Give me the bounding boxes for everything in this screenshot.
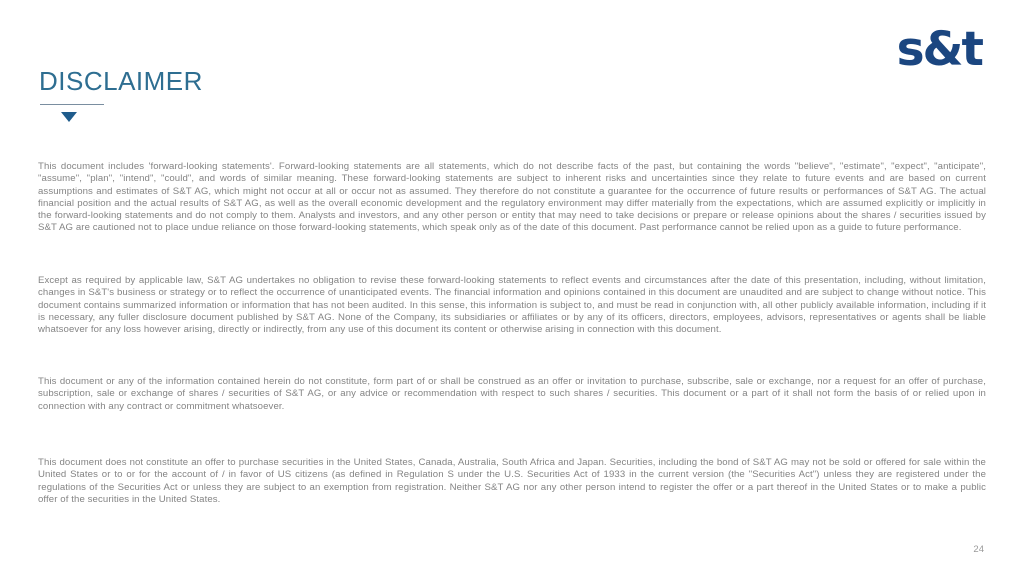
disclaimer-paragraph-no-offer: This document or any of the information contained herein do not constitute, form part of or shall be construed as an offer or invitation to purchase, subscribe, sale or exchange, nor a request for an offer of purchase, subscription, sale or exchange of shares / securities of S&T AG, or any advice or recommendation with respect to such shares / securities. This document or a part of it shall not form the basis of or relied upon in connection with any contract or commitment whatsoever.	[38, 376, 986, 412]
st-logo: s&t	[896, 22, 982, 77]
disclaimer-body	[38, 0, 986, 576]
disclaimer-paragraph-forward-looking: This document includes 'forward-looking statements'. Forward-looking statements are all statements, which do not describe facts of the past, but containing the words "believe", "estimate", "expect", "anticipate", "assume", "plan", "intend", "could", and words of similar meaning. These forward-looking statements are subject to inherent risks and uncertainties since they relate to future events and are based on current assumptions and estimates of S&T AG, which might not occur at all or occur not as assumed. They therefore do not constitute a guarantee for the occurrence of future results or performances of S&T AG. The actual financial position and the actual results of S&T AG, as well as the overall economic development and the regulatory environment may differ materially from the expectations, which are assumed explicitly or implicitly in the forward-looking statements and do not comply to them. Analysts and investors, and any other person or entity that may need to take decisions or prepare or release opinions about the shares / securities issued by S&T AG are cautioned not to place undue reliance on those forward-looking statements, which speak only as of the date of this document. Past performance cannot be relied upon as a guide to future performance.	[38, 161, 986, 234]
page-number: 24	[973, 544, 984, 555]
page-title: DISCLAIMER	[39, 66, 203, 96]
disclaimer-paragraph-us-securities: This document does not constitute an offer to purchase securities in the United States, Canada, Australia, South Africa and Japan. Securities, including the bond of S&T AG may not be sold or offered for sale within the United States or to or for the account of / in favor of US citizens (as defined in Regulation S under the U.S. Securities Act of 1933 in the current version (the "Securities Act") unless they are registered under the regulations of the Securities Act or unless they are subject to an exemption from registration. Neither S&T AG nor any other person intend to register the offer or a part thereof in the United States or to make a public offer of the securities in the United States.	[38, 457, 986, 505]
disclaimer-paragraph-no-obligation: Except as required by applicable law, S&T AG undertakes no obligation to revise these forward-looking statements to reflect events and circumstances after the date of this presentation, including, without limitation, changes in S&T's business or strategy or to reflect the occurrence of unanticipated events. The financial information and opinions contained in this document are unaudited and are subject to change without notice. This document contains summarized information or information that has not been audited. In this sense, this information is subject to, and must be read in conjunction with, all other publicly available information, including if it is necessary, any fuller disclosure document published by S&T AG. None of the Company, its subsidiaries or affiliates or by any of its officers, directors, employees, advisors, representatives or agents shall be liable whatsoever for any loss however arising, directly or indirectly, from any use of this document its content or otherwise arising in connection with this document.	[38, 275, 986, 336]
